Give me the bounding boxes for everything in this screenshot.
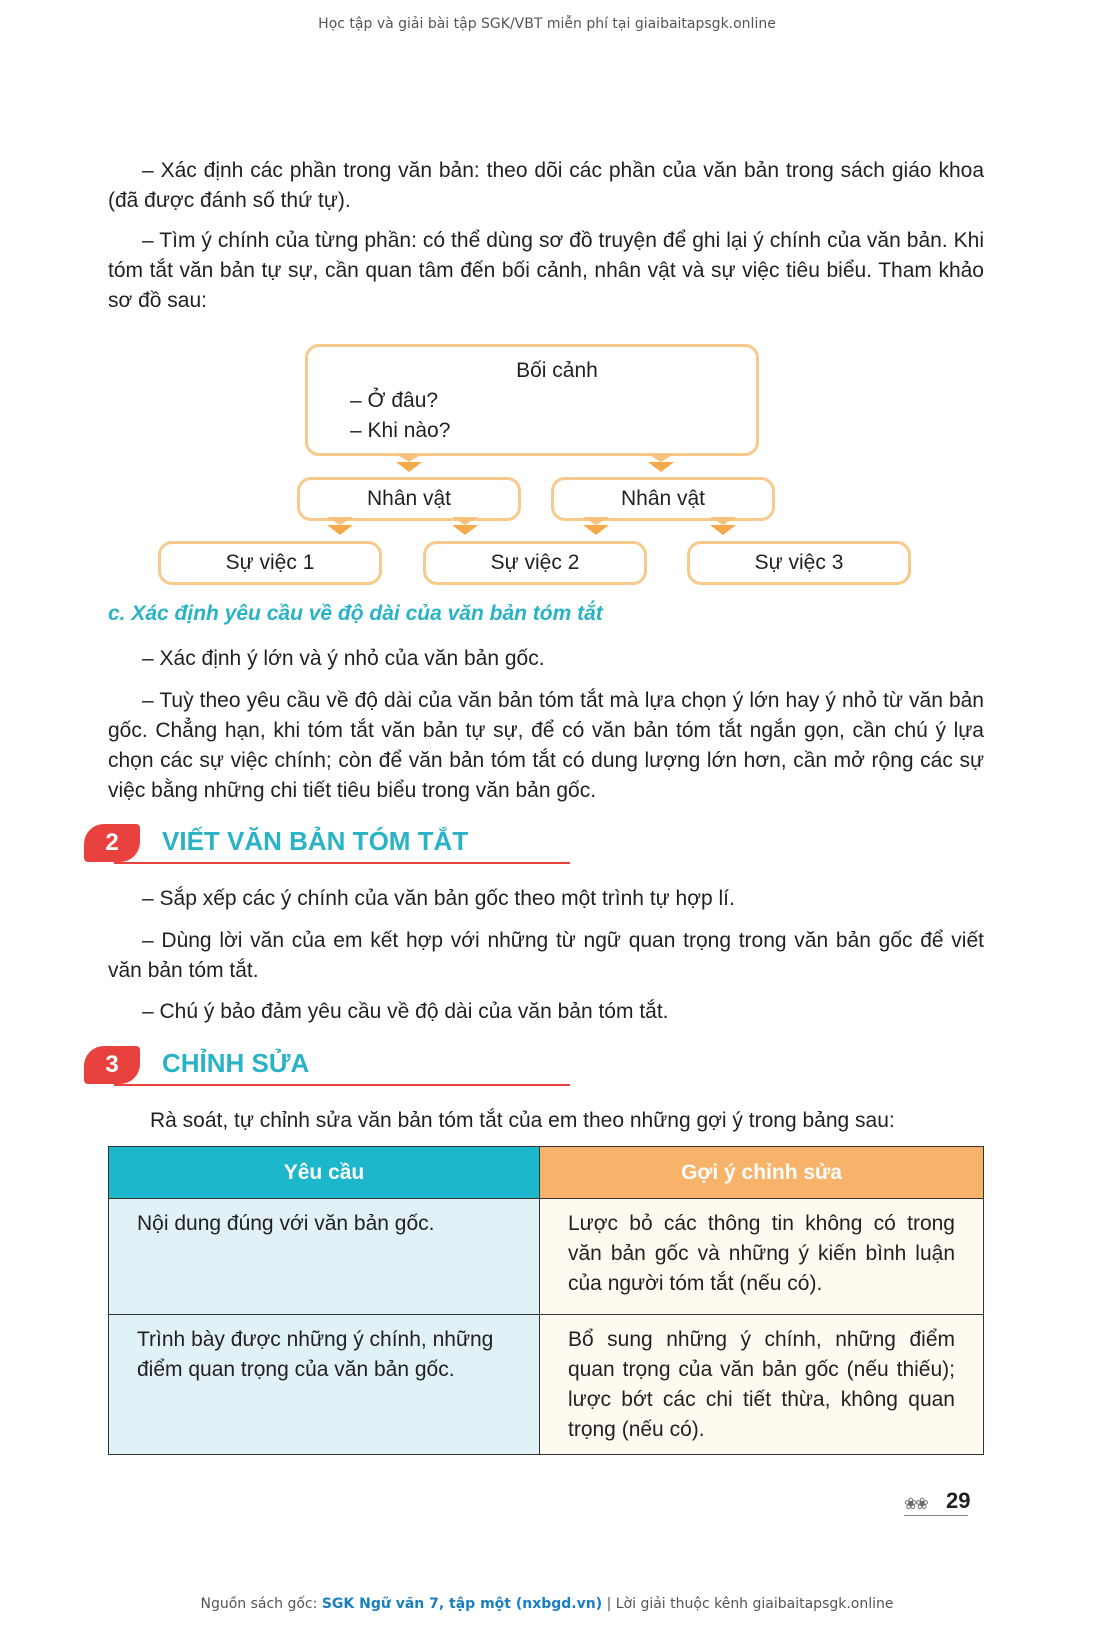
- table-cell-suggestion: Lược bỏ các thông tin không có trong văn bản gốc và những ý kiến bình luận của người tóm tắt (nếu có).: [540, 1199, 984, 1315]
- section-3-heading: [84, 1044, 584, 1088]
- section-underline: [114, 862, 570, 864]
- footer-suffix: | Lời giải thuộc kênh giaibaitapsgk.online: [602, 1596, 894, 1612]
- intro-paragraph-1: – Xác định các phần trong văn bản: theo dõi các phần của văn bản trong sách giáo khoa (đã được đánh số thứ tự).: [108, 159, 984, 212]
- section-underline: [114, 1084, 570, 1086]
- revision-table: [108, 1146, 984, 1455]
- arrow-down-icon: [710, 525, 736, 535]
- section-2-heading: [84, 822, 584, 866]
- page-ornament-line: [904, 1515, 968, 1516]
- table-cell-requirement: Trình bày được những ý chính, những điểm quan trọng của văn bản gốc.: [109, 1315, 540, 1455]
- diagram-setting-where: – Ở đâu?: [350, 389, 439, 412]
- table-header-suggestion: Gợi ý chỉnh sửa: [540, 1147, 984, 1199]
- section-2-paragraph-2: – Dùng lời văn của em kết hợp với những từ ngữ quan trọng trong văn bản gốc để viết văn bản tóm tắt.: [108, 929, 984, 982]
- footer-prefix: Nguồn sách gốc:: [200, 1596, 322, 1612]
- diagram-event-box-3: Sự việc 3: [687, 541, 911, 585]
- diagram-event-box-1: Sự việc 1: [158, 541, 382, 585]
- diagram-event-box-2: Sự việc 2: [423, 541, 647, 585]
- diagram-setting-title: Bối cảnh: [516, 359, 598, 382]
- diagram-setting-box: [305, 344, 759, 456]
- table-header-requirement: Yêu cầu: [109, 1147, 540, 1199]
- table-header-row: [109, 1147, 984, 1199]
- section-number-badge: 3: [84, 1046, 140, 1084]
- arrow-down-icon: [452, 525, 478, 535]
- arrow-down-icon: [396, 462, 422, 472]
- section-title: CHỈNH SỬA: [162, 1048, 310, 1078]
- intro-paragraph-2: – Tìm ý chính của từng phần: có thể dùng sơ đồ truyện để ghi lại ý chính của văn bản. Khi tóm tắt văn bản tự sự, cần quan tâm đến bối cảnh, nhân vật và sự việc tiêu biểu. Tham khảo sơ đồ sau:: [108, 229, 984, 312]
- page-ornament-icon: ❀❀: [904, 1496, 927, 1513]
- footer-note: [0, 1596, 1094, 1612]
- section-2-paragraph-1: – Sắp xếp các ý chính của văn bản gốc theo một trình tự hợp lí.: [142, 887, 735, 910]
- section-c-heading: c. Xác định yêu cầu về độ dài của văn bản tóm tắt: [108, 602, 603, 625]
- section-c-paragraph-2: – Tuỳ theo yêu cầu về độ dài của văn bản tóm tắt mà lựa chọn ý lớn hay ý nhỏ từ văn bản gốc. Chẳng hạn, khi tóm tắt văn bản tự sự, để có văn bản tóm tắt ngắn gọn, cần chú ý lựa chọn các sự việc chính; còn để văn bản tóm tắt có dung lượng lớn hơn, cần mở rộng các sự việc bằng những chi tiết tiêu biểu trong văn bản gốc.: [108, 689, 984, 802]
- section-title: VIẾT VĂN BẢN TÓM TẮT: [162, 826, 469, 856]
- table-cell-suggestion: Bổ sung những ý chính, những điểm quan trọng của văn bản gốc (nếu thiếu); lược bớt các chi tiết thừa, không quan trọng (nếu có).: [540, 1315, 984, 1455]
- table-row: [109, 1199, 984, 1315]
- diagram-character-box-2: Nhân vật: [551, 477, 775, 521]
- diagram-setting-when: – Khi nào?: [350, 419, 451, 442]
- diagram-character-box-1: Nhân vật: [297, 477, 521, 521]
- header-note: Học tập và giải bài tập SGK/VBT miễn phí tại giaibaitapsgk.online: [318, 16, 776, 32]
- section-3-intro: Rà soát, tự chỉnh sửa văn bản tóm tắt của em theo những gợi ý trong bảng sau:: [150, 1109, 895, 1132]
- page-number: 29: [946, 1488, 971, 1513]
- story-diagram: [0, 0, 1094, 600]
- section-c-paragraph-1: – Xác định ý lớn và ý nhỏ của văn bản gốc.: [142, 647, 545, 670]
- table-cell-requirement: Nội dung đúng với văn bản gốc.: [109, 1199, 540, 1315]
- section-number-badge: 2: [84, 824, 140, 862]
- table-row: [109, 1315, 984, 1455]
- arrow-down-icon: [648, 462, 674, 472]
- arrow-down-icon: [583, 525, 609, 535]
- section-2-paragraph-3: – Chú ý bảo đảm yêu cầu về độ dài của văn bản tóm tắt.: [142, 1000, 669, 1023]
- arrow-down-icon: [327, 525, 353, 535]
- footer-source-link[interactable]: SGK Ngữ văn 7, tập một (nxbgd.vn): [321, 1596, 603, 1612]
